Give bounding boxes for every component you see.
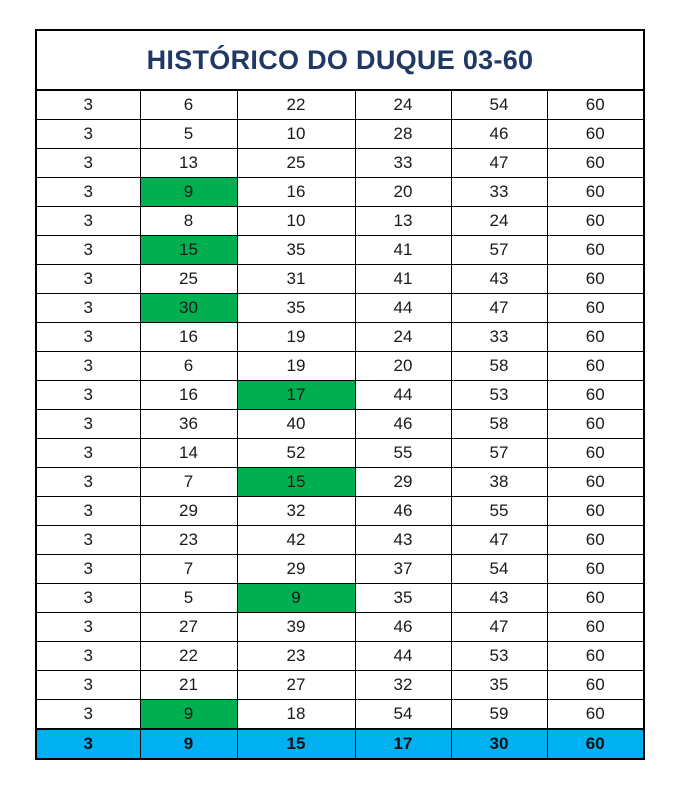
- highlighted-cell[interactable]: 9: [140, 178, 237, 207]
- table-cell[interactable]: 3: [36, 555, 140, 584]
- table-row: [36, 497, 644, 526]
- table-cell[interactable]: 10: [237, 207, 355, 236]
- table-row: [36, 613, 644, 642]
- table-cell[interactable]: 3: [36, 120, 140, 149]
- table-cell[interactable]: 60: [547, 323, 644, 352]
- table-cell[interactable]: 60: [547, 642, 644, 671]
- table-cell[interactable]: 46: [451, 120, 547, 149]
- table-cell[interactable]: 60: [547, 700, 644, 730]
- highlighted-cell[interactable]: 15: [237, 468, 355, 497]
- table-cell[interactable]: 60: [547, 120, 644, 149]
- table-cell[interactable]: 43: [355, 526, 451, 555]
- table-row: [36, 265, 644, 294]
- table-cell[interactable]: 13: [355, 207, 451, 236]
- table-cell[interactable]: 3: [36, 439, 140, 468]
- table-cell[interactable]: 3: [36, 468, 140, 497]
- table-cell[interactable]: 22: [237, 90, 355, 120]
- table-cell[interactable]: 3: [36, 526, 140, 555]
- table-cell[interactable]: 44: [355, 642, 451, 671]
- title-row: [36, 30, 644, 90]
- table-cell[interactable]: 60: [547, 381, 644, 410]
- total-cell[interactable]: 17: [355, 729, 451, 759]
- table-row: [36, 439, 644, 468]
- table-row: [36, 584, 644, 613]
- table-cell[interactable]: 39: [237, 613, 355, 642]
- table-cell[interactable]: 3: [36, 410, 140, 439]
- table-cell[interactable]: 14: [140, 439, 237, 468]
- table-row: [36, 120, 644, 149]
- table-cell[interactable]: 47: [451, 613, 547, 642]
- table-cell[interactable]: 36: [140, 410, 237, 439]
- table-cell[interactable]: 3: [36, 584, 140, 613]
- table-cell[interactable]: 60: [547, 584, 644, 613]
- total-cell[interactable]: 15: [237, 729, 355, 759]
- table-cell[interactable]: 3: [36, 642, 140, 671]
- table-cell[interactable]: 29: [355, 468, 451, 497]
- table-row: [36, 671, 644, 700]
- table-cell[interactable]: 46: [355, 613, 451, 642]
- table-row: [36, 207, 644, 236]
- table-cell[interactable]: 47: [451, 526, 547, 555]
- table-cell[interactable]: 60: [547, 178, 644, 207]
- table-cell[interactable]: 40: [237, 410, 355, 439]
- table-cell[interactable]: 10: [237, 120, 355, 149]
- table-cell[interactable]: 3: [36, 497, 140, 526]
- table-cell[interactable]: 52: [237, 439, 355, 468]
- table-cell[interactable]: 33: [451, 323, 547, 352]
- table-cell[interactable]: 27: [140, 613, 237, 642]
- table-cell[interactable]: 24: [451, 207, 547, 236]
- highlighted-cell[interactable]: 9: [140, 700, 237, 730]
- table-cell[interactable]: 19: [237, 323, 355, 352]
- table-cell[interactable]: 29: [140, 497, 237, 526]
- table-cell[interactable]: 13: [140, 149, 237, 178]
- table-cell[interactable]: 35: [355, 584, 451, 613]
- table-cell[interactable]: 3: [36, 671, 140, 700]
- history-table: [35, 29, 645, 760]
- total-cell[interactable]: 9: [140, 729, 237, 759]
- table-cell[interactable]: 32: [355, 671, 451, 700]
- table-row: [36, 526, 644, 555]
- table-cell[interactable]: 16: [140, 381, 237, 410]
- table-cell[interactable]: 53: [451, 381, 547, 410]
- table-cell[interactable]: 60: [547, 352, 644, 381]
- table-cell[interactable]: 57: [451, 236, 547, 265]
- table-cell[interactable]: 59: [451, 700, 547, 730]
- table-row: [36, 700, 644, 730]
- table-cell[interactable]: 43: [451, 584, 547, 613]
- table-row: [36, 149, 644, 178]
- table-cell[interactable]: 44: [355, 381, 451, 410]
- table-cell[interactable]: 55: [355, 439, 451, 468]
- table-cell[interactable]: 60: [547, 526, 644, 555]
- table-cell[interactable]: 46: [355, 410, 451, 439]
- table-row: [36, 352, 644, 381]
- table-cell[interactable]: 35: [237, 294, 355, 323]
- table-cell[interactable]: 54: [355, 700, 451, 730]
- table-cell[interactable]: 55: [451, 497, 547, 526]
- table-cell[interactable]: 35: [237, 236, 355, 265]
- table-cell[interactable]: 47: [451, 294, 547, 323]
- table-cell[interactable]: 57: [451, 439, 547, 468]
- table-cell[interactable]: 41: [355, 236, 451, 265]
- table-cell[interactable]: 42: [237, 526, 355, 555]
- table-cell[interactable]: 3: [36, 381, 140, 410]
- table-cell[interactable]: 37: [355, 555, 451, 584]
- table-cell[interactable]: 33: [451, 178, 547, 207]
- highlighted-cell[interactable]: 30: [140, 294, 237, 323]
- table-cell[interactable]: 60: [547, 439, 644, 468]
- table-cell[interactable]: 16: [237, 178, 355, 207]
- table-cell[interactable]: 53: [451, 642, 547, 671]
- table-cell[interactable]: 3: [36, 265, 140, 294]
- table-cell[interactable]: 3: [36, 207, 140, 236]
- table-cell[interactable]: 28: [355, 120, 451, 149]
- table-cell[interactable]: 60: [547, 207, 644, 236]
- table-cell[interactable]: 7: [140, 468, 237, 497]
- table-cell[interactable]: 60: [547, 90, 644, 120]
- table-cell[interactable]: 60: [547, 294, 644, 323]
- table-cell[interactable]: 60: [547, 613, 644, 642]
- table-cell[interactable]: 27: [237, 671, 355, 700]
- highlighted-cell[interactable]: 17: [237, 381, 355, 410]
- highlighted-cell[interactable]: 9: [237, 584, 355, 613]
- table-cell[interactable]: 60: [547, 671, 644, 700]
- table-cell[interactable]: 3: [36, 90, 140, 120]
- table-cell[interactable]: 47: [451, 149, 547, 178]
- table-cell[interactable]: 54: [451, 90, 547, 120]
- total-cell[interactable]: 60: [547, 729, 644, 759]
- table-cell[interactable]: 23: [237, 642, 355, 671]
- table-cell[interactable]: 60: [547, 265, 644, 294]
- table-cell[interactable]: 33: [355, 149, 451, 178]
- table-row: [36, 178, 644, 207]
- table-row: [36, 555, 644, 584]
- table-cell[interactable]: 5: [140, 584, 237, 613]
- table-cell[interactable]: 3: [36, 294, 140, 323]
- table-cell[interactable]: 35: [451, 671, 547, 700]
- table-row: [36, 410, 644, 439]
- table-row: [36, 323, 644, 352]
- table-cell[interactable]: 29: [237, 555, 355, 584]
- table-cell[interactable]: 60: [547, 410, 644, 439]
- table-cell[interactable]: 20: [355, 352, 451, 381]
- table-row: [36, 90, 644, 120]
- table-cell[interactable]: 58: [451, 352, 547, 381]
- table-cell[interactable]: 21: [140, 671, 237, 700]
- table-cell[interactable]: 3: [36, 323, 140, 352]
- table-cell[interactable]: 60: [547, 468, 644, 497]
- table-cell[interactable]: 43: [451, 265, 547, 294]
- table-cell[interactable]: 31: [237, 265, 355, 294]
- table-cell[interactable]: 46: [355, 497, 451, 526]
- history-table-body: [36, 30, 644, 759]
- table-cell[interactable]: 16: [140, 323, 237, 352]
- table-cell[interactable]: 24: [355, 323, 451, 352]
- table-cell[interactable]: 41: [355, 265, 451, 294]
- table-cell[interactable]: 25: [140, 265, 237, 294]
- table-row: [36, 642, 644, 671]
- table-cell[interactable]: 23: [140, 526, 237, 555]
- table-cell[interactable]: 3: [36, 236, 140, 265]
- table-cell[interactable]: 38: [451, 468, 547, 497]
- table-cell[interactable]: 6: [140, 352, 237, 381]
- table-cell[interactable]: 19: [237, 352, 355, 381]
- table-cell[interactable]: 54: [451, 555, 547, 584]
- table-cell[interactable]: 32: [237, 497, 355, 526]
- table-row: [36, 381, 644, 410]
- table-cell[interactable]: 25: [237, 149, 355, 178]
- table-cell[interactable]: 60: [547, 497, 644, 526]
- table-cell[interactable]: 3: [36, 149, 140, 178]
- total-cell[interactable]: 30: [451, 729, 547, 759]
- table-cell[interactable]: 3: [36, 613, 140, 642]
- table-cell[interactable]: 20: [355, 178, 451, 207]
- table-row: [36, 468, 644, 497]
- table-cell[interactable]: 60: [547, 149, 644, 178]
- table-cell[interactable]: 22: [140, 642, 237, 671]
- sheet-title: HISTÓRICO DO DUQUE 03-60: [36, 30, 644, 90]
- table-cell[interactable]: 7: [140, 555, 237, 584]
- highlighted-cell[interactable]: 15: [140, 236, 237, 265]
- table-cell[interactable]: 44: [355, 294, 451, 323]
- table-cell[interactable]: 58: [451, 410, 547, 439]
- table-cell[interactable]: 60: [547, 236, 644, 265]
- table-cell[interactable]: 18: [237, 700, 355, 730]
- total-cell[interactable]: 3: [36, 729, 140, 759]
- table-cell[interactable]: 3: [36, 352, 140, 381]
- table-cell[interactable]: 24: [355, 90, 451, 120]
- table-cell[interactable]: 3: [36, 178, 140, 207]
- table-cell[interactable]: 6: [140, 90, 237, 120]
- total-row: [36, 729, 644, 759]
- table-row: [36, 236, 644, 265]
- table-row: [36, 294, 644, 323]
- table-cell[interactable]: 3: [36, 700, 140, 730]
- table-cell[interactable]: 8: [140, 207, 237, 236]
- table-cell[interactable]: 5: [140, 120, 237, 149]
- table-cell[interactable]: 60: [547, 555, 644, 584]
